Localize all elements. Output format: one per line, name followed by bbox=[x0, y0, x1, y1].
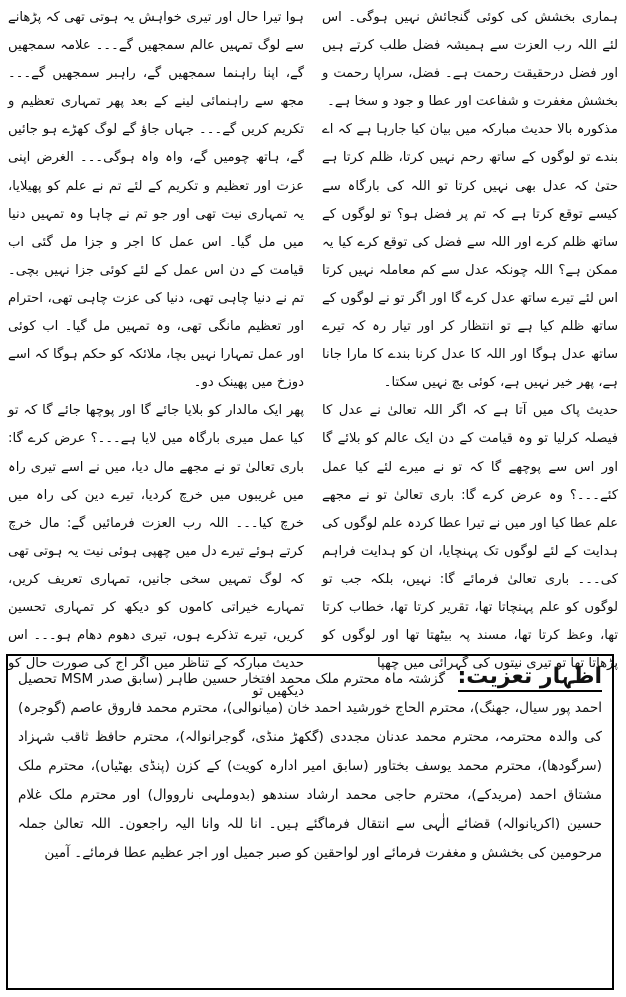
paragraph: پھر ایک مالدار کو بلایا جائے گا اور پوچھا جائے گا کہ تو کیا عمل میری بارگاہ میں لایا ہے۔۔۔؟ عرض کرے گا: باری تعالیٰ تو نے مجھے مال دیا، میں نے اسے تیری راہ میں غریبوں میں خرچ کردیا، تیرے دین کی راہ میں خرچ کیا۔۔۔ اللہ رب العزت فرمائیں گے: مال خرچ کرتے ہوئے تیرے دل میں چھپی ہوئی نیت یہ ہوتی تھی کہ لوگ تمہیں سخی جانیں، تمہاری تعریف کریں، تمہارے خیراتی کاموں کو دیکھ کر تمہاری تحسین کریں، تیرے تذکرے ہوں، تیری دھوم دھام ہو۔۔۔ اس حدیث مبارکہ کے تناظر میں اگر آج کی صورت حال کو دیکھیں تو bbox=[8, 403, 304, 700]
left-column bbox=[8, 4, 304, 700]
paragraph: ہوا تیرا حال اور تیری خواہش یہ ہوتی تھی کہ پڑھانے سے لوگ تمہیں عالم سمجھیں گے۔۔۔ علامہ سمجھیں گے، اپنا راہنما سمجھیں گے، راہبر سمجھیں گے۔۔۔ مجھ سے راہنمائی لینے کے بعد پھر تمہاری تعظیم و تکریم کریں گے۔۔۔ جہاں جاؤ گے لوگ کھڑے ہو جائیں گے، ہاتھ چومیں گے، واہ واہ ہوگی۔۔۔ الغرض اپنی عزت اور تعظیم و تکریم کے لئے تم نے علم کو پھیلایا، یہ تمہاری نیت تھی اور جو تم نے چاہا وہ تمہیں دنیا میں مل گیا۔ اس عمل کا اجر و جزا مل گئی اب قیامت کے دن اس عمل کے لئے کوئی جزا نہیں بچی۔ تم نے دنیا چاہی تھی، دنیا کی عزت چاہی تھی، احترام اور تعظیم مانگی تھی، وہ تمہیں مل گیا۔ اب کوئی اور عمل تمہارا نہیں بچا، ملائکہ کو حکم ہوگا کہ اسے دوزخ میں پھینک دو۔ bbox=[8, 10, 304, 391]
right-column bbox=[322, 4, 618, 672]
paragraph: حدیث پاک میں آتا ہے کہ اگر اللہ تعالیٰ نے عدل کا فیصلہ کرلیا تو وہ قیامت کے دن ایک عالم کو بلائے گا اور اس سے پوچھے گا کہ تو نے میرے لئے کیا عمل کئے۔۔۔؟ وہ عرض کرے گا: باری تعالیٰ تو نے مجھے علم عطا کیا اور میں نے تیرا عطا کردہ علم لوگوں کی ہدایت کے لئے لوگوں تک پہنچایا، ان کو ہدایت فراہم کی۔۔۔ باری تعالیٰ فرمائے گا: نہیں، بلکہ جب تو لوگوں کو علم پہنچاتا تھا، تقریر کرتا تھا، خطاب کرتا تھا، وعظ کرتا تھا، مسند پہ بیٹھتا تھا اور لوگوں کو پڑھاتا تھا تو تیری نیتوں کی گہرائی میں چھپا bbox=[322, 403, 618, 672]
notice-heading: اظہار تعزیت: bbox=[458, 664, 603, 692]
paragraph: ہماری بخشش کی کوئی گنجائش نہیں ہوگی۔ اس لئے اللہ رب العزت سے ہمیشہ فضل طلب کرتے ہیں اور فضل درحقیقت رحمت ہے۔ فضل، سراپا رحمت و بخشش مغفرت و شفاعت اور عطا و جود و سخا ہے۔ bbox=[322, 10, 618, 110]
notice-body: گزشتہ ماہ محترم ملک محمد افتخار حسین طاہر (سابق صدر MSM تحصیل احمد پور سیال، جھنگ)، محترم الحاج خورشید احمد خان (میانوالی)، محترم محمد فاروق عاصم (گوجرہ) کی والدہ محترمہ، محترم محمد عدنان مجددی (گکھڑ منڈی، گوجرانوالہ)، محترم حافظ ثاقب شہزاد (سرگودھا)، محترم محمد یوسف بختاور (سابق امیر ادارہ کویت) کے کزن (پنڈی بھٹیاں)، محترم ملک مشتاق احمد (مریدکے)، محترم حاجی محمد ارشاد سندھو (بدوملہی نارووال) اور محترم ملک غلام حسین (اکریانوالہ) قضائے الٰہی سے انتقال فرماگئے ہیں۔ انا للہ وانا الیہ راجعون۔ اللہ تعالیٰ جملہ مرحومین کی بخشش و مغفرت فرمائے اور لواحقین کو صبر جمیل اور اجر عظیم عطا فرمائے۔ آمین bbox=[18, 671, 602, 861]
paragraph: مذکورہ بالا حدیث مبارکہ میں بیان کیا جارہا ہے کہ اے بندے تو لوگوں کے ساتھ رحم نہیں کرتا، ظلم کرتا ہے حتیٰ کہ عدل بھی نہیں کرتا تو اللہ کی بارگاہ سے کیسے توقع کرتا ہے کہ تم پر فضل ہو؟ تو لوگوں کے ساتھ ظلم کرے اور اللہ سے فضل کی توقع کرے کیا یہ ممکن ہے؟ اللہ چونکہ عدل سے کم معاملہ نہیں کرتا اس لئے تیرے ساتھ عدل کرے گا اور اگر تو نے لوگوں کے ساتھ ظلم کیا ہے تو انتظار کر اور تیار رہ کہ تیرے ساتھ عدل ہوگا اور اللہ کا عدل کرنا بندے کا مارا جانا ہے، پھر خیر نہیں ہے، کوئی بچ نہیں سکتا۔ bbox=[322, 122, 618, 391]
condolence-notice-box bbox=[6, 654, 614, 990]
